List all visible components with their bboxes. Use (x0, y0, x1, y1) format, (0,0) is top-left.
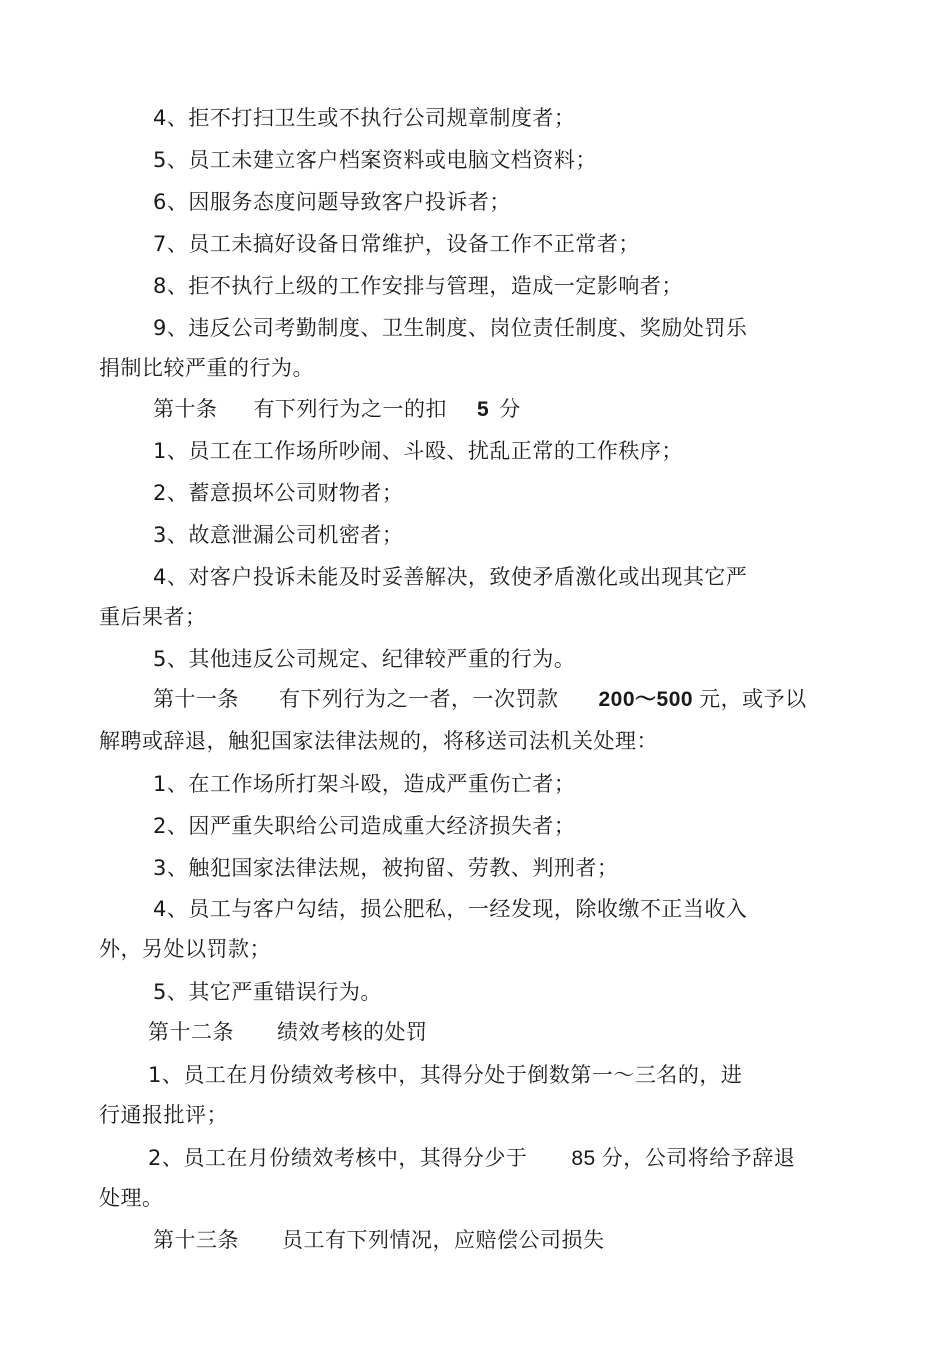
paragraph-line: 3、故意泄漏公司机密者； (153, 523, 404, 547)
paragraph-line: 4、员工与客户勾结，损公肥私，一经发现，除收缴不正当收入 (153, 897, 748, 921)
paragraph-line: 1、员工在月份绩效考核中，其得分处于倒数第一～三名的，进 (148, 1063, 743, 1087)
paragraph-line: 6、因服务态度问题导致客户投诉者； (153, 190, 511, 214)
paragraph-line: 2、蓄意损坏公司财物者； (153, 481, 404, 505)
article-12-item-2 (148, 1145, 795, 1172)
paragraph-line: 8、拒不执行上级的工作安排与管理，造成一定影响者； (153, 274, 683, 298)
article-label: 第十条 (153, 397, 218, 421)
paragraph-line: 5、其他违反公司规定、纪律较严重的行为。 (153, 647, 576, 671)
article-11-heading (153, 686, 807, 713)
paragraph-line: 4、对客户投诉未能及时妥善解决，致使矛盾激化或出现其它严 (153, 565, 748, 589)
paragraph-line: 5、其它严重错误行为。 (153, 980, 382, 1004)
paragraph-line: 重后果者； (99, 605, 207, 629)
paragraph-line: 处理。 (99, 1186, 164, 1210)
paragraph-line: 5、员工未建立客户档案资料或电脑文档资料； (153, 148, 597, 172)
deduction-points: 5 (477, 398, 490, 421)
article-10-heading (153, 396, 521, 423)
paragraph-line: 1、员工在工作场所吵闹、斗殴、扰乱正常的工作秩序； (153, 439, 683, 463)
item-tail: 分，公司将给予辞退 (601, 1146, 796, 1170)
paragraph-line: 外，另处以罚款； (99, 937, 271, 961)
paragraph-line: 解聘或辞退，触犯国家法律法规的，将移送司法机关处理： (99, 729, 658, 753)
fine-amount: 200～500 (598, 688, 694, 711)
paragraph-line: 7、员工未搞好设备日常维护，设备工作不正常者； (153, 232, 640, 256)
article-label: 第十一条 (153, 687, 239, 711)
article-13-heading: 第十三条 员工有下列情况，应赔偿公司损失 (153, 1228, 605, 1252)
article-text: 有下列行为之一者，一次罚款 (279, 687, 559, 711)
paragraph-line: 4、拒不打扫卫生或不执行公司规章制度者； (153, 106, 576, 130)
paragraph-line: 捐制比较严重的行为。 (99, 356, 314, 380)
paragraph-line: 2、因严重失职给公司造成重大经济损失者； (153, 814, 576, 838)
paragraph-line: 行通报批评； (99, 1103, 228, 1127)
article-12-heading: 第十二条 绩效考核的处罚 (148, 1020, 428, 1044)
score-threshold: 85 (571, 1147, 596, 1170)
item-text: 2、员工在月份绩效考核中，其得分少于 (148, 1146, 528, 1170)
paragraph-line: 3、触犯国家法律法规，被拘留、劳教、判刑者； (153, 856, 619, 880)
paragraph-line: 9、违反公司考勤制度、卫生制度、岗位责任制度、奖励处罚乐 (153, 316, 748, 340)
article-tail: 元，或予以 (699, 687, 807, 711)
article-text: 有下列行为之一的扣 (253, 397, 447, 421)
points-unit: 分 (499, 397, 521, 421)
paragraph-line: 1、在工作场所打架斗殴，造成严重伤亡者； (153, 772, 576, 796)
